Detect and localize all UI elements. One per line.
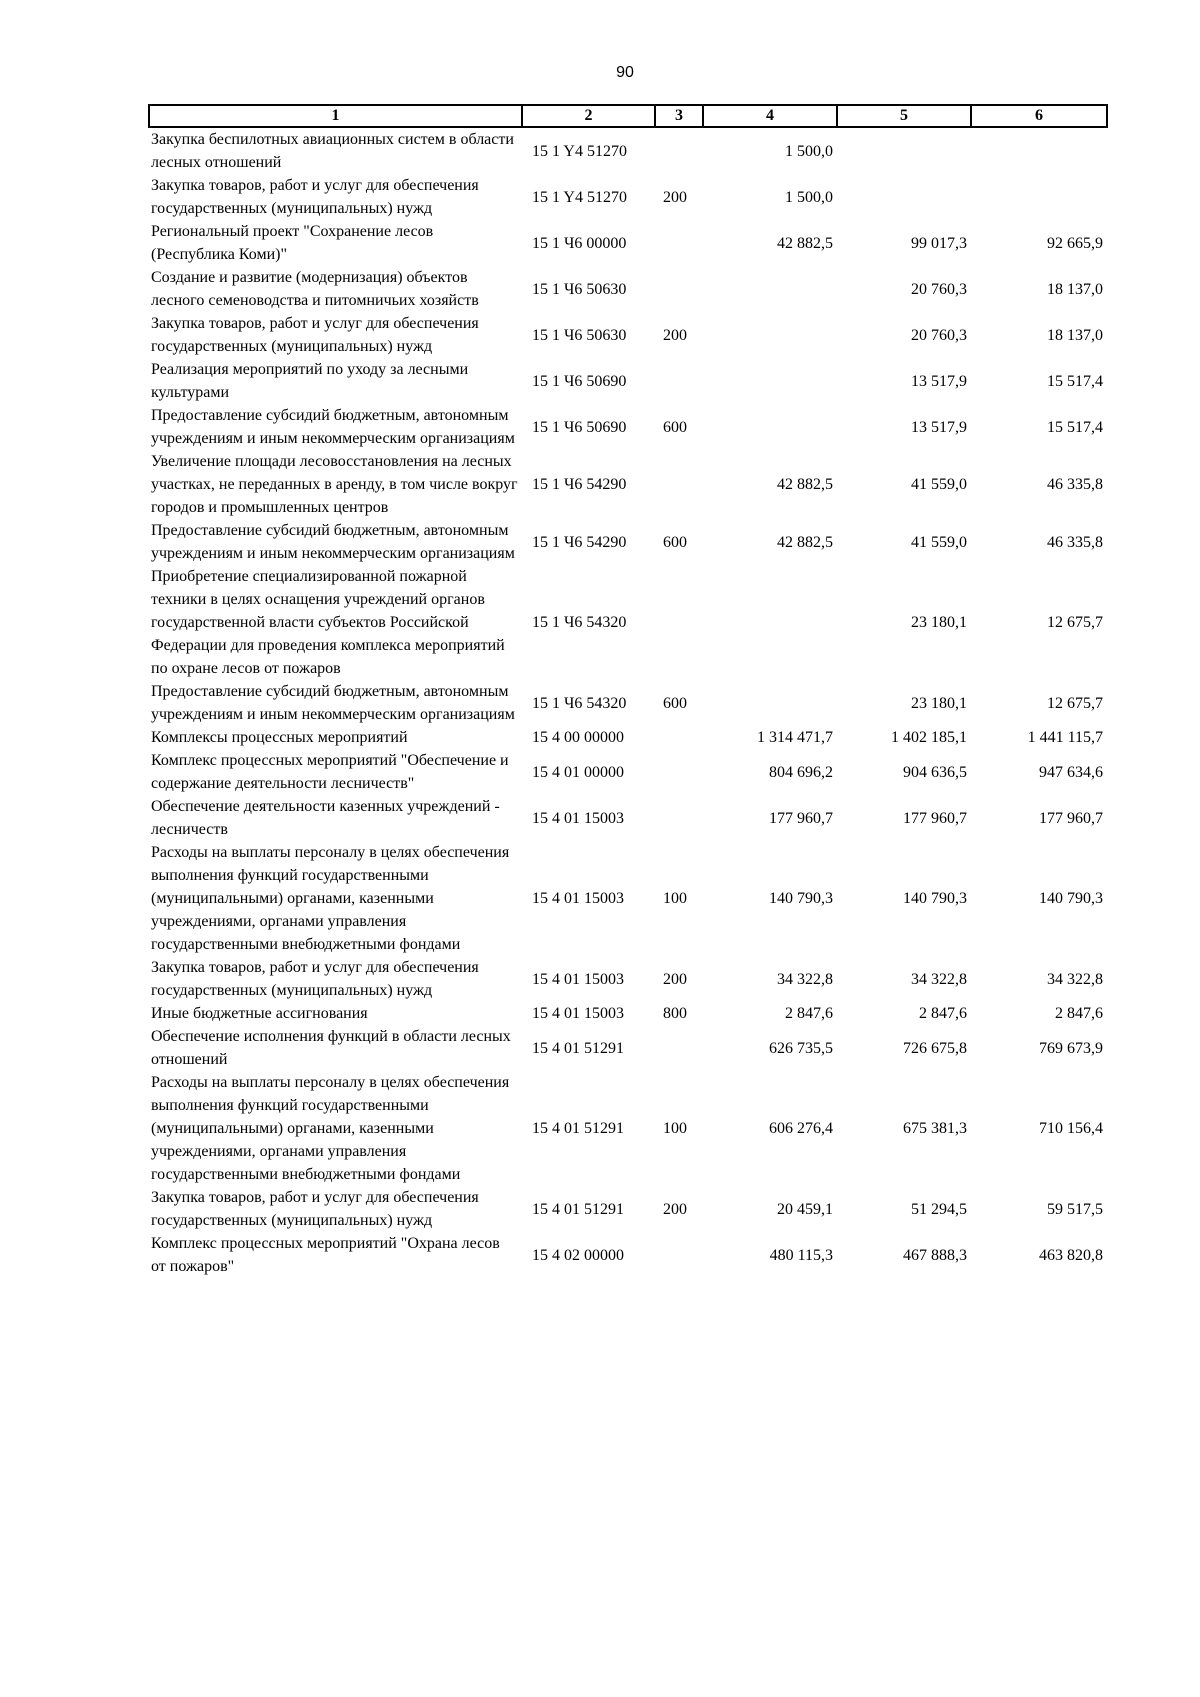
expense-type: 600 [663,694,687,712]
amount-col-4: 42 882,5 [777,533,833,551]
amount-col-5: 23 180,1 [911,614,967,631]
expense-type: 200 [663,326,687,344]
table-row [149,1071,1107,1186]
amount-col-6: 769 673,9 [1039,1039,1103,1057]
item-name: Реализация мероприятий по уходу за лесными культурами [151,361,469,401]
amount-col-6: 710 156,4 [1039,1120,1103,1137]
page-number: 90 [616,64,634,81]
amount-col-6: 177 960,7 [1039,809,1103,827]
target-code: 15 1 Y4 51270 [532,188,627,206]
expense-type [655,450,703,519]
amount-col-6: 12 675,7 [1047,694,1103,712]
amount-col-4: 2 847,6 [785,1005,833,1022]
amount-col-4 [703,312,837,358]
amount-col-4 [703,358,837,404]
table-row [149,565,1107,680]
amount-col-4 [703,266,837,312]
item-name: Комплекс процессных мероприятий "Обеспечение и содержание деятельности лесничеств" [151,752,509,792]
amount-col-4: 20 459,1 [777,1200,833,1218]
expense-type [655,749,703,795]
item-name: Расходы на выплаты персоналу в целях обеспечения выполнения функций государственными (муниципальными) органами, казенными учреждениями, органами управления государственными внебюджетными фондами [151,1074,510,1183]
item-name: Расходы на выплаты персоналу в целях обеспечения выполнения функций государственными (муниципальными) органами, казенными учреждениями, органами управления государственными внебюджетными фондами [151,844,510,953]
table-row [149,680,1107,726]
amount-col-4 [703,680,837,726]
amount-col-4: 42 882,5 [777,476,833,493]
target-code: 15 1 Ч6 50690 [532,372,627,390]
target-code: 15 4 01 51291 [532,1039,624,1057]
table-body [149,127,1107,1278]
amount-col-4: 140 790,3 [769,890,833,907]
amount-col-5: 20 760,3 [911,326,967,344]
item-name: Закупка товаров, работ и услуг для обеспечения государственных (муниципальных) нужд [151,177,479,217]
amount-col-5: 41 559,0 [911,476,967,493]
table-row [149,127,1107,174]
table-row [149,1232,1107,1278]
expense-type [655,1025,703,1071]
target-code: 15 1 Y4 51270 [532,142,627,160]
table-row [149,1002,1107,1025]
expense-type [655,358,703,404]
table-row [149,1186,1107,1232]
table-row [149,450,1107,519]
item-name: Региональный проект "Сохранение лесов (Республика Коми)" [151,223,434,263]
amount-col-5: 2 847,6 [919,1005,967,1022]
column-header: 2 [522,105,655,127]
table-row [149,1025,1107,1071]
table-row [149,795,1107,841]
item-name: Предоставление субсидий бюджетным, автономным учреждениям и иным некоммерческим организациям [151,407,515,447]
column-header: 6 [971,105,1107,127]
table-row [149,174,1107,220]
item-name: Закупка товаров, работ и услуг для обеспечения государственных (муниципальных) нужд [151,315,479,355]
target-code: 15 1 Ч6 50690 [532,418,627,436]
amount-col-6: 46 335,8 [1047,533,1103,551]
item-name: Закупка товаров, работ и услуг для обеспечения государственных (муниципальных) нужд [151,959,479,999]
amount-col-4: 804 696,2 [769,763,833,781]
amount-col-4 [703,404,837,450]
amount-col-6: 463 820,8 [1039,1246,1103,1264]
target-code: 15 4 01 15003 [532,890,624,907]
amount-col-5: 140 790,3 [903,890,967,907]
table-row [149,266,1107,312]
amount-col-5: 13 517,9 [911,418,967,436]
amount-col-6 [971,174,1107,220]
expense-type [655,127,703,174]
amount-col-5: 41 559,0 [911,533,967,551]
item-name: Комплекс процессных мероприятий "Охрана лесов от пожаров" [151,1235,500,1275]
item-name: Предоставление субсидий бюджетным, автономным учреждениям и иным некоммерческим организациям [151,522,515,562]
item-name: Иные бюджетные ассигнования [151,1005,368,1022]
expense-type [655,795,703,841]
item-name: Закупка товаров, работ и услуг для обеспечения государственных (муниципальных) нужд [151,1189,479,1229]
amount-col-6: 59 517,5 [1047,1200,1103,1218]
expense-type [655,565,703,680]
target-code: 15 4 01 15003 [532,970,624,988]
amount-col-6: 12 675,7 [1047,614,1103,631]
target-code: 15 1 Ч6 54320 [532,614,627,631]
amount-col-5: 726 675,8 [903,1039,967,1057]
target-code: 15 4 01 15003 [532,809,624,827]
target-code: 15 4 01 00000 [532,763,624,781]
item-name: Комплексы процессных мероприятий [151,729,408,746]
target-code: 15 4 01 51291 [532,1200,624,1218]
table-row [149,358,1107,404]
expense-type: 100 [663,1120,687,1137]
column-header: 4 [703,105,837,127]
table-row [149,312,1107,358]
expense-type: 200 [663,970,687,988]
amount-col-5: 51 294,5 [911,1200,967,1218]
amount-col-4: 606 276,4 [769,1120,833,1137]
item-name: Увеличение площади лесовосстановления на лесных участках, не переданных в аренду, в том числе вокруг городов и промышленных центров [151,453,518,516]
target-code: 15 4 01 15003 [532,1005,624,1022]
expense-type [655,220,703,266]
amount-col-4: 1 500,0 [785,142,833,160]
expense-type [655,726,703,749]
amount-col-5: 904 636,5 [903,763,967,781]
amount-col-6: 18 137,0 [1047,326,1103,344]
table-row [149,220,1107,266]
item-name: Обеспечение деятельности казенных учреждений - лесничеств [151,798,500,838]
amount-col-5: 34 322,8 [911,970,967,988]
amount-col-6: 15 517,4 [1047,418,1103,436]
table-row [149,956,1107,1002]
amount-col-4: 34 322,8 [777,970,833,988]
amount-col-4: 480 115,3 [769,1246,833,1264]
amount-col-4: 1 314 471,7 [757,729,833,746]
amount-col-5: 99 017,3 [911,234,967,252]
amount-col-4: 42 882,5 [777,234,833,252]
amount-col-6: 46 335,8 [1047,476,1103,493]
item-name: Создание и развитие (модернизация) объектов лесного семеноводства и питомничьих хозяйств [151,269,479,309]
expense-type: 600 [663,533,687,551]
amount-col-6: 18 137,0 [1047,280,1103,298]
amount-col-6: 34 322,8 [1047,970,1103,988]
target-code: 15 1 Ч6 00000 [532,234,627,252]
target-code: 15 4 00 00000 [532,729,624,746]
amount-col-5: 675 381,3 [903,1120,967,1137]
column-header: 1 [149,105,522,127]
table-row [149,749,1107,795]
amount-col-5: 23 180,1 [911,694,967,712]
expense-type [655,1232,703,1278]
table-row [149,726,1107,749]
table-header [149,105,1107,127]
table-row [149,519,1107,565]
amount-col-5: 1 402 185,1 [891,729,967,746]
amount-col-5: 20 760,3 [911,280,967,298]
item-name: Обеспечение исполнения функций в области лесных отношений [151,1028,511,1068]
amount-col-6 [971,127,1107,174]
expense-type [655,266,703,312]
amount-col-4: 1 500,0 [785,188,833,206]
target-code: 15 1 Ч6 54320 [532,694,627,712]
expense-type: 800 [663,1005,687,1022]
amount-col-6: 15 517,4 [1047,372,1103,390]
expense-type: 600 [663,418,687,436]
amount-col-4: 177 960,7 [769,809,833,827]
table-row [149,404,1107,450]
target-code: 15 1 Ч6 50630 [532,326,627,344]
amount-col-5: 467 888,3 [903,1246,967,1264]
amount-col-6: 92 665,9 [1047,234,1103,252]
target-code: 15 1 Ч6 54290 [532,476,627,493]
item-name: Приобретение специализированной пожарной техники в целях оснащения учреждений органов государственной власти субъектов Российской Федерации для проведения комплекса мероприятий по охране лесов от пожаров [151,568,505,677]
amount-col-5: 13 517,9 [911,372,967,390]
target-code: 15 4 01 51291 [532,1120,624,1137]
budget-table [148,104,1108,1278]
column-header: 3 [655,105,703,127]
amount-col-6: 947 634,6 [1039,763,1103,781]
target-code: 15 1 Ч6 50630 [532,280,627,298]
expense-type: 200 [663,1200,687,1218]
item-name: Закупка беспилотных авиационных систем в области лесных отношений [151,131,514,171]
item-name: Предоставление субсидий бюджетным, автономным учреждениям и иным некоммерческим организациям [151,683,515,723]
amount-col-5 [837,174,971,220]
amount-col-4: 626 735,5 [769,1039,833,1057]
amount-col-4 [703,565,837,680]
amount-col-6: 140 790,3 [1039,890,1103,907]
table-row [149,841,1107,956]
amount-col-5 [837,127,971,174]
amount-col-6: 1 441 115,7 [1027,729,1103,746]
target-code: 15 4 02 00000 [532,1246,624,1264]
expense-type: 100 [663,890,687,907]
amount-col-6: 2 847,6 [1055,1005,1103,1022]
expense-type: 200 [663,188,687,206]
column-header: 5 [837,105,971,127]
amount-col-5: 177 960,7 [903,809,967,827]
target-code: 15 1 Ч6 54290 [532,533,627,551]
